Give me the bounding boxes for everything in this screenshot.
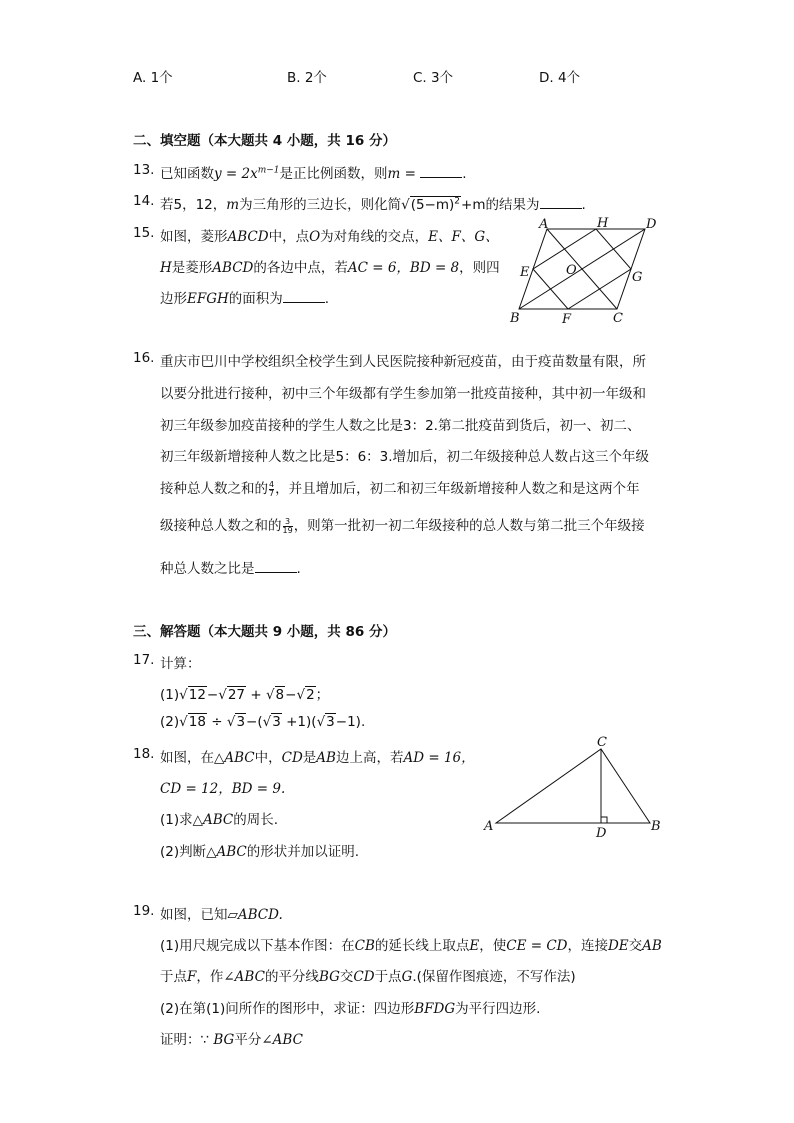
q18-line-2: CD = 12，BD = 9. [160, 781, 286, 797]
q16-line-2: 以要分批进行接种，初中三个年级都有学生参加第一批疫苗接种，其中初一年级和 [160, 386, 646, 402]
q19-line-1: 如图，已知▱ABCD. [160, 907, 283, 923]
option-c: C. 3个 [413, 70, 454, 86]
q13-text: 已知函数$y = 2x^{m-1}$是正比例函数，则m = . [160, 165, 467, 182]
label-b: B [651, 819, 661, 834]
q19-line-3: 于点F，作∠ABC的平分线BG交CD于点G.(保留作图痕迹，不写作法) [160, 969, 576, 985]
label-d: D [646, 217, 657, 232]
q16-line-6: 级接种总人数之和的 $\frac{3}{19}$ ，则第一批初一初二年级接种的总人数与第二批三个年级接 [160, 516, 645, 535]
q17-part-2: (2)√18 ÷ √3−(√3 +1)(√3−1). [160, 714, 366, 730]
q16-line-5: 接种总人数之和的 $\frac{4}{7}$ ，并且增加后，初二和初三年级新增接种人数之和是这两个年 [160, 479, 640, 498]
q15-answer-blank[interactable] [283, 290, 325, 303]
label-c: C [597, 735, 607, 750]
q16-line-3: 初三年级参加疫苗接种的学生人数之比是3：2.第二批疫苗到货后，初一、初二、 [160, 418, 641, 434]
fraction-4-7: $\frac{4}{7}$ [269, 479, 275, 498]
q16-line-1: 重庆市巴川中学校组织全校学生到人民医院接种新冠疫苗，由于疫苗数量有限，所 [160, 354, 646, 370]
q18-triangle-figure [480, 730, 670, 845]
label-d: D [596, 826, 607, 841]
triangle-abc [496, 749, 650, 823]
label-o: O [566, 263, 577, 278]
q18-number: 18. [133, 746, 155, 762]
q15-line-3: 边形EFGH的面积为 . [160, 291, 330, 307]
option-b: B. 2个 [287, 70, 327, 86]
q15-number: 15. [133, 225, 155, 241]
q19-line-4: (2)在第(1)问所作的图形中，求证：四边形BFDG为平行四边形. [160, 1001, 541, 1017]
q15-rhombus-figure [505, 216, 665, 328]
label-b: B [510, 311, 520, 326]
q18-part-1: (1)求△ABC的周长. [160, 812, 279, 828]
label-g: G [632, 270, 643, 285]
label-h: H [597, 216, 609, 231]
q15-line-2: H是菱形ABCD的各边中点，若AC = 6，BD = 8，则四 [160, 260, 500, 276]
q19-line-2: (1)用尺规完成以下基本作图：在CB的延长线上取点E，使CE = CD，连接DE交AB [160, 938, 662, 954]
q16-number: 16. [133, 350, 155, 366]
q16-line-4: 初三年级新增接种人数之比是5：6：3.增加后，初二年级接种总人数占这三个年级 [160, 449, 650, 465]
option-a: A. 1个 [133, 70, 173, 86]
q14-number: 14. [133, 193, 155, 209]
option-d: D. 4个 [539, 70, 581, 86]
section-3-title: 三、解答题（本大题共 9 小题，共 86 分） [133, 624, 396, 640]
label-f: F [562, 312, 572, 327]
q19-line-5: 证明：∵ BG平分∠ABC [160, 1032, 303, 1048]
right-angle-mark [601, 817, 607, 823]
section-2-title: 二、填空题（本大题共 4 小题，共 16 分） [133, 133, 396, 149]
q13-number: 13. [133, 162, 155, 178]
q15-line-1: 如图，菱形ABCD中，点O为对角线的交点，E、F、G、 [160, 229, 499, 245]
q16-answer-blank[interactable] [255, 560, 297, 573]
q13-answer-blank[interactable] [420, 165, 462, 178]
q14-answer-blank[interactable] [540, 196, 582, 209]
q14-text: 若5，12，m为三角形的三边长，则化简$√(5-m)^2+m$的结果为 . [160, 196, 586, 213]
fraction-3-19: $\frac{3}{19}$ [282, 516, 293, 535]
q17-part-1: (1)√12−√27 + √8−√2； [160, 687, 330, 703]
q18-part-2: (2)判断△ABC的形状并加以证明. [160, 844, 360, 860]
diagonal-bd [519, 229, 645, 309]
label-a: A [484, 819, 494, 834]
q17-title: 计算： [160, 656, 201, 672]
label-a: A [539, 217, 549, 232]
label-c: C [613, 311, 623, 326]
label-e: E [520, 265, 530, 280]
q18-line-1: 如图，在△ABC中，CD是AB边上高，若AD = 16， [160, 750, 475, 766]
q19-number: 19. [133, 903, 155, 919]
q16-line-7: 种总人数之比是 . [160, 561, 301, 577]
q17-number: 17. [133, 652, 155, 668]
